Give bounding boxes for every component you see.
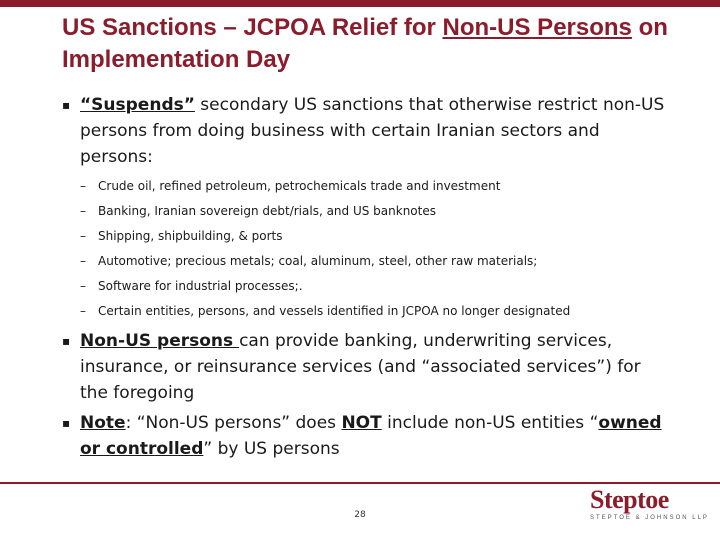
top-accent-bar	[0, 0, 720, 7]
title-underlined: Non-US Persons	[442, 14, 632, 41]
title-part-1: US Sanctions – JCPOA Relief for	[62, 14, 443, 41]
sub-list	[80, 178, 672, 319]
slide-title	[62, 12, 702, 76]
steptoe-logo	[590, 486, 710, 536]
dash-icon: –	[80, 279, 86, 293]
footer-divider	[0, 482, 720, 484]
sub-item-text: Crude oil, refined petroleum, petrochemicals trade and investment	[98, 179, 501, 193]
page-number: 28	[354, 510, 366, 520]
square-bullet-icon: ▪	[62, 416, 71, 430]
bullet-non-us-text: can provide banking, underwriting services, insurance, or reinsurance services (and “associated services”) for the foregoing	[80, 331, 641, 403]
note-text-2: include non-US entities “	[381, 413, 599, 433]
logo-wordmark: Steptoe	[590, 485, 669, 514]
sub-item-text: Automotive; precious metals; coal, aluminum, steel, other raw materials;	[98, 254, 538, 268]
title-part-2: on Implementation Day	[62, 14, 668, 73]
bullet-note	[62, 410, 672, 462]
bullet-non-us-persons	[62, 328, 672, 406]
sub-item-text: Software for industrial processes;.	[98, 279, 303, 293]
note-owned-controlled: owned or controlled	[80, 413, 662, 459]
sub-item	[80, 203, 672, 219]
sub-item	[80, 303, 672, 319]
bullet-non-us-lead: Non-US persons	[80, 331, 240, 351]
note-text-1: : “Non-US persons” does	[125, 413, 342, 433]
dash-icon: –	[80, 254, 86, 268]
sub-item	[80, 178, 672, 194]
sub-item-text: Shipping, shipbuilding, & ports	[98, 229, 283, 243]
sub-item	[80, 228, 672, 244]
bullet-suspends	[62, 92, 672, 170]
note-not: NOT	[341, 413, 382, 433]
note-text-3: ” by US persons	[203, 439, 340, 459]
sub-item-text: Certain entities, persons, and vessels identified in JCPOA no longer designated	[98, 304, 571, 318]
logo-subtext: STEPTOE & JOHNSON LLP	[590, 515, 709, 521]
sub-item-text: Banking, Iranian sovereign debt/rials, and US banknotes	[98, 204, 436, 218]
dash-icon: –	[80, 179, 86, 193]
note-lead: Note	[80, 413, 126, 433]
square-bullet-icon: ▪	[62, 334, 71, 348]
dash-icon: –	[80, 304, 86, 318]
dash-icon: –	[80, 229, 86, 243]
bullet-suspends-text: secondary US sanctions that otherwise restrict non-US persons from doing business with certain Iranian sectors and persons:	[80, 95, 665, 167]
slide-body	[62, 92, 672, 462]
bullet-suspends-lead: “Suspends”	[80, 95, 195, 115]
dash-icon: –	[80, 204, 86, 218]
square-bullet-icon: ▪	[62, 98, 71, 112]
sub-item	[80, 278, 672, 294]
sub-item	[80, 253, 672, 269]
